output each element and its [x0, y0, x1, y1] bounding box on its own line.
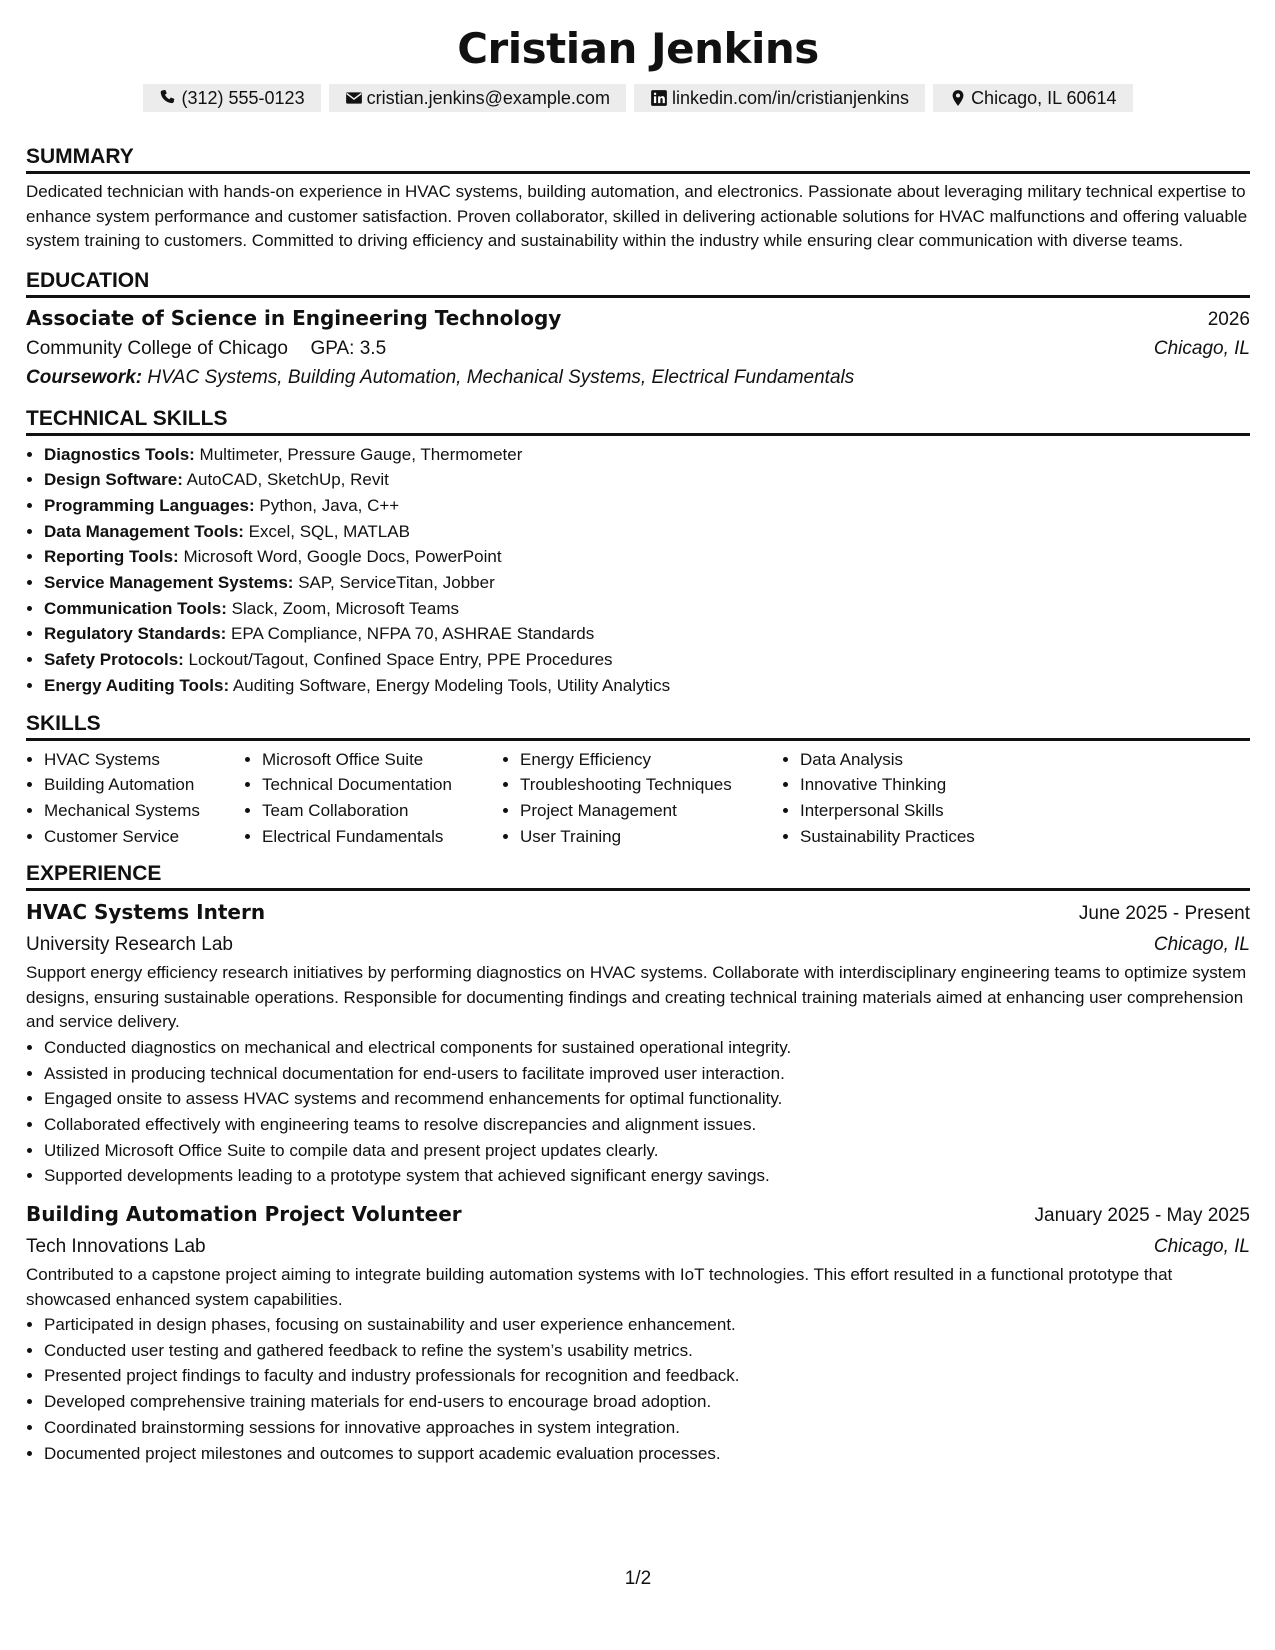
- list-item: • Engaged onsite to assess HVAC systems and recommend enhancements for optimal functionality.: [44, 1086, 1250, 1112]
- skills-column: [244, 747, 502, 850]
- school-info: [26, 334, 386, 363]
- education-section: [26, 268, 1250, 392]
- list-item: • Design Software: AutoCAD, SketchUp, Revit: [44, 467, 1250, 493]
- list-item: • Team Collaboration: [262, 798, 502, 824]
- phone-icon: [159, 89, 177, 107]
- list-item: • Service Management Systems: SAP, ServiceTitan, Jobber: [44, 570, 1250, 596]
- job-dates: June 2025 - Present: [1078, 903, 1250, 925]
- section-heading: SKILLS: [26, 711, 1250, 741]
- list-item: • User Training: [520, 824, 782, 850]
- graduation-year: 2026: [1207, 308, 1250, 330]
- technical-skills-list: [26, 442, 1250, 699]
- skills-section: [26, 711, 1250, 850]
- email-chip[interactable]: [329, 84, 626, 112]
- list-item: • Safety Protocols: Lockout/Tagout, Confined Space Entry, PPE Procedures: [44, 647, 1250, 673]
- job-bullets: [26, 1312, 1250, 1466]
- job-entry: [26, 897, 1250, 1189]
- contact-bar: [26, 84, 1250, 112]
- linkedin-icon: [650, 89, 668, 107]
- list-item: • Customer Service: [44, 824, 244, 850]
- gpa: GPA: 3.5: [310, 337, 387, 359]
- list-item: • Diagnostics Tools: Multimeter, Pressure Gauge, Thermometer: [44, 442, 1250, 468]
- list-item: • Electrical Fundamentals: [262, 824, 502, 850]
- experience-section: [26, 861, 1250, 1466]
- location-text: Chicago, IL 60614: [971, 88, 1117, 108]
- list-item: • Documented project milestones and outcomes to support academic evaluation processes.: [44, 1441, 1250, 1467]
- job-entry: [26, 1199, 1250, 1466]
- job-org: Tech Innovations Lab: [26, 1236, 206, 1258]
- skills-column: [502, 747, 782, 850]
- candidate-name: Cristian Jenkins: [457, 24, 819, 73]
- job-dates: January 2025 - May 2025: [1034, 1205, 1250, 1227]
- list-item: • Building Automation: [44, 772, 244, 798]
- skills-grid: [26, 747, 1250, 850]
- list-item: • Data Management Tools: Excel, SQL, MATLAB: [44, 519, 1250, 545]
- section-heading: SUMMARY: [26, 144, 1250, 174]
- list-item: • Project Management: [520, 798, 782, 824]
- job-title: Building Automation Project Volunteer: [26, 1202, 462, 1227]
- location-chip: [933, 84, 1132, 112]
- list-item: • HVAC Systems: [44, 747, 244, 773]
- summary-text: Dedicated technician with hands-on experience in HVAC systems, building automation, and electronics. Passionate about leveraging military technical expertise to enhance system performance and customer satisfaction. Proven collaborator, skilled in delivering actionable solutions for HVAC malfunctions and offering valuable system training to customers. Committed to driving efficiency and sustainability within the industry while ensuring clear communication with diverse teams.: [26, 182, 1248, 250]
- technical-skills-section: [26, 406, 1250, 699]
- list-item: • Data Analysis: [800, 747, 1040, 773]
- job-location: Chicago, IL: [1153, 1236, 1250, 1258]
- school-name: Community College of Chicago: [26, 337, 288, 359]
- job-bullets: [26, 1035, 1250, 1189]
- degree-title: Associate of Science in Engineering Technology: [26, 305, 562, 330]
- summary-section: [26, 144, 1250, 254]
- list-item: • Programming Languages: Python, Java, C++: [44, 493, 1250, 519]
- school-location: Chicago, IL: [1153, 337, 1250, 359]
- linkedin-text: linkedin.com/in/cristianjenkins: [671, 88, 910, 108]
- section-heading: EXPERIENCE: [26, 861, 1250, 891]
- list-item: • Developed comprehensive training materials for end-users to encourage broad adoption.: [44, 1389, 1250, 1415]
- page-number: 1/2: [624, 1568, 652, 1589]
- section-heading: EDUCATION: [26, 268, 1250, 298]
- skills-column: [782, 747, 1040, 850]
- linkedin-chip[interactable]: [634, 84, 925, 112]
- job-title: HVAC Systems Intern: [26, 900, 266, 925]
- list-item: • Technical Documentation: [262, 772, 502, 798]
- list-item: • Microsoft Office Suite: [262, 747, 502, 773]
- skills-column: [26, 747, 244, 850]
- list-item: • Conducted user testing and gathered feedback to refine the system’s usability metrics.: [44, 1338, 1250, 1364]
- list-item: • Supported developments leading to a prototype system that achieved significant energy savings.: [44, 1163, 1250, 1189]
- coursework-label: Coursework:: [26, 366, 143, 388]
- map-pin-icon: [949, 89, 967, 107]
- resume-page: [26, 0, 1250, 1650]
- phone-chip[interactable]: [143, 84, 320, 112]
- job-description: Contributed to a capstone project aiming to integrate building automation systems with IoT technologies. This effort resulted in a functional prototype that showcased enhanced system capabilities.: [26, 1265, 1173, 1309]
- list-item: • Communication Tools: Slack, Zoom, Microsoft Teams: [44, 596, 1250, 622]
- list-item: • Coordinated brainstorming sessions for innovative approaches in system integration.: [44, 1415, 1250, 1441]
- list-item: • Participated in design phases, focusing on sustainability and user experience enhancement.: [44, 1312, 1250, 1338]
- email-text: cristian.jenkins@example.com: [366, 88, 610, 108]
- list-item: • Utilized Microsoft Office Suite to compile data and present project updates clearly.: [44, 1138, 1250, 1164]
- list-item: • Presented project findings to faculty and industry professionals for recognition and feedback.: [44, 1363, 1250, 1389]
- list-item: • Reporting Tools: Microsoft Word, Google Docs, PowerPoint: [44, 544, 1250, 570]
- list-item: • Conducted diagnostics on mechanical and electrical components for sustained operational integrity.: [44, 1035, 1250, 1061]
- list-item: • Interpersonal Skills: [800, 798, 1040, 824]
- list-item: • Troubleshooting Techniques: [520, 772, 782, 798]
- list-item: • Mechanical Systems: [44, 798, 244, 824]
- list-item: • Innovative Thinking: [800, 772, 1040, 798]
- job-description: Support energy efficiency research initiatives by performing diagnostics on HVAC systems. Collaborate with interdisciplinary engineering teams to optimize system designs, ensuring sustainable operations. Responsible for documenting findings and creating technical training materials aimed at enhancing user comprehension and service delivery.: [26, 963, 1247, 1032]
- job-location: Chicago, IL: [1153, 934, 1250, 956]
- list-item: • Collaborated effectively with engineering teams to resolve discrepancies and alignment issues.: [44, 1112, 1250, 1138]
- coursework-list: HVAC Systems, Building Automation, Mechanical Systems, Electrical Fundamentals: [147, 366, 855, 388]
- envelope-icon: [345, 89, 363, 107]
- list-item: • Energy Auditing Tools: Auditing Software, Energy Modeling Tools, Utility Analytics: [44, 673, 1250, 699]
- list-item: • Sustainability Practices: [800, 824, 1040, 850]
- section-heading: TECHNICAL SKILLS: [26, 406, 1250, 436]
- list-item: • Regulatory Standards: EPA Compliance, NFPA 70, ASHRAE Standards: [44, 621, 1250, 647]
- coursework: [26, 363, 1250, 392]
- list-item: • Assisted in producing technical documentation for end-users to facilitate improved user interaction.: [44, 1061, 1250, 1087]
- job-org: University Research Lab: [26, 934, 233, 956]
- list-item: • Energy Efficiency: [520, 747, 782, 773]
- phone-text: (312) 555-0123: [181, 88, 305, 108]
